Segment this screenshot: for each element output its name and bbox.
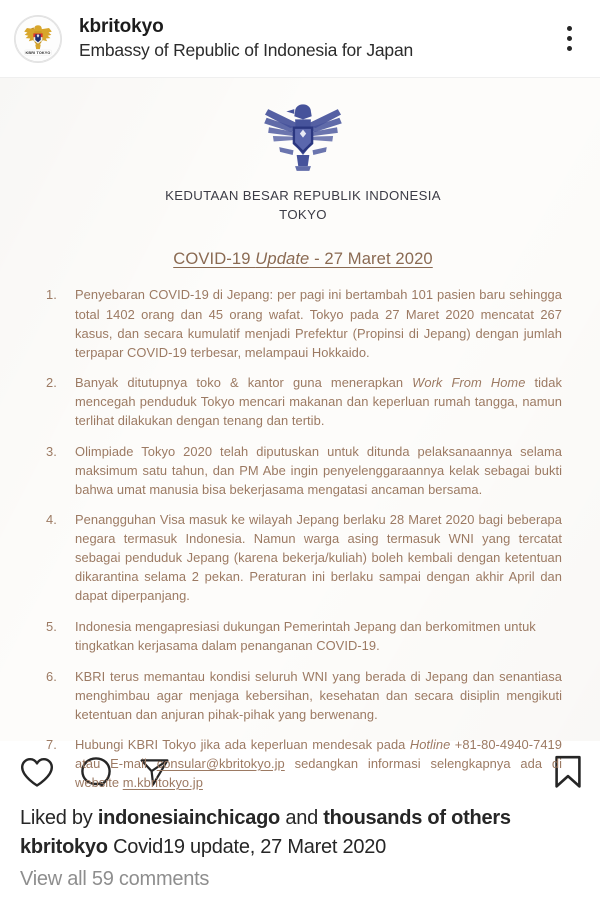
document-list-item xyxy=(44,735,562,792)
list-item-text: KBRI terus memantau kondisi seluruh WNI yang berada di Jepang dan senantiasa menghimbau agar menjaga kebersihan, kesehatan dan secara disiplin mengikuti ketentuan dan anjuran pihak-pihak yang berwenang. xyxy=(75,668,562,722)
document-list-item xyxy=(44,510,562,605)
list-item-emphasis: Hotline xyxy=(409,737,451,753)
list-item-text-b: tidak mencegah penduduk Tokyo mencari makanan dan keperluan rumah tangga, namun terlihat dilakukan dengan tenang dan tertib. xyxy=(75,375,562,429)
document-list-item xyxy=(44,667,562,724)
document-title-part-1: COVID-19 xyxy=(173,249,256,269)
document-organization-line-2: TOKYO xyxy=(279,206,327,222)
more-dot-icon xyxy=(567,26,572,31)
contact-website: m.kbritokyo.jp xyxy=(122,775,203,791)
document-list-item xyxy=(44,617,562,655)
list-item-emphasis: Work From Home xyxy=(412,375,526,391)
document-list-item xyxy=(44,373,562,430)
caption-area xyxy=(0,803,600,893)
document-list-item xyxy=(44,442,562,499)
list-item-text-a: Banyak ditutupnya toko & kantor guna menerapkan xyxy=(75,375,413,391)
list-item-number: 5. xyxy=(46,618,57,634)
document-content xyxy=(0,78,600,791)
more-dot-icon xyxy=(567,36,572,41)
view-comments-link[interactable]: View all 59 comments xyxy=(20,867,210,890)
list-item-text-a: Hubungi KBRI Tokyo jika ada keperluan mendesak pada xyxy=(75,737,410,753)
document-organization-line-1: KEDUTAAN BESAR REPUBLIK INDONESIA xyxy=(165,188,441,203)
list-item-number: 3. xyxy=(46,443,57,459)
document-title-italic: Update xyxy=(255,249,310,269)
caption-text: Covid19 update, 27 Maret 2020 xyxy=(107,836,387,859)
avatar[interactable] xyxy=(14,15,62,63)
header-text-block xyxy=(79,15,552,62)
liked-by-line xyxy=(20,805,580,831)
list-item-text xyxy=(75,373,562,430)
list-item-text-c: sedangkan informasi selengkapnya ada di website xyxy=(75,756,562,791)
list-item-text: Indonesia mengapresiasi dukungan Pemerintah Jepang dan berkomitmen untuk tingkatkan kerjasama dalam penanganan COVID-19. xyxy=(75,618,536,653)
account-subtitle: Embassy of Republic of Indonesia for Japan xyxy=(79,40,414,61)
garuda-pancasila-icon xyxy=(255,98,351,174)
avatar-garuda-icon xyxy=(15,16,61,62)
post-media[interactable] xyxy=(0,78,600,791)
document-title-part-2: - 27 Maret 2020 xyxy=(309,249,433,269)
list-item-text: Penyebaran COVID-19 di Jepang: per pagi ini bertambah 101 pasien baru sehingga total 1402 orang dan 45 orang wafat. Tokyo pada 27 Maret 2020 mencatat 267 kasus, dan secara kumulatif menjadi Prefektur (Propinsi di Jepang) dengan jumlah terpapar COVID-19 terbesar, melampaui Hokkaido. xyxy=(75,287,562,360)
liked-by-prefix: Liked by xyxy=(20,807,98,829)
list-item-text-b: +81-80-4940-7419 atau E-mail xyxy=(75,737,562,772)
list-item-text: Penangguhan Visa masuk ke wilayah Jepang berlaku 28 Maret 2020 bagi beberapa negara termasuk Indonesia. Namun warga asing termasuk WNI yang tercatat sebagai penduduk Jepang (karena bekerja/kuliah) boleh kembali dengan ketentuan dikarantina selama 2 pekan. Peraturan ini berlaku sampai dengan akhir April dan dapat diperpanjang. xyxy=(75,512,562,604)
liked-by-others[interactable]: thousands of others xyxy=(323,807,511,829)
list-item-number: 4. xyxy=(46,512,57,528)
post-header xyxy=(0,0,600,78)
caption-username[interactable]: kbritokyo xyxy=(20,836,108,859)
svg-text:KBRI TOKYO: KBRI TOKYO xyxy=(25,50,51,55)
more-options-button[interactable] xyxy=(552,15,586,63)
list-item-number: 1. xyxy=(46,287,57,303)
contact-email: consular@kbritokyo.jp xyxy=(156,756,285,772)
list-item-number: 7. xyxy=(46,737,57,753)
document-emblem xyxy=(44,98,562,174)
list-item-number: 2. xyxy=(46,375,57,391)
list-item-text: Olimpiade Tokyo 2020 telah diputuskan untuk ditunda pelaksanaannya selama maksimum satu tahun, dan PM Abe ingin penyelenggaraannya kelak sebagai bukti bahwa umat manusia bisa bekerjasama mengatasi ancaman bersama. xyxy=(75,443,562,497)
list-item-text xyxy=(75,735,562,792)
liked-by-username[interactable]: indonesiainchicago xyxy=(97,807,281,829)
list-item-number: 6. xyxy=(46,668,57,684)
post-caption xyxy=(20,834,580,862)
document-title xyxy=(44,249,562,269)
document-list-item xyxy=(44,285,562,361)
document-list xyxy=(44,285,562,792)
more-dot-icon xyxy=(567,46,572,51)
account-username[interactable]: kbritokyo xyxy=(79,16,164,38)
liked-by-middle: and xyxy=(280,807,324,829)
